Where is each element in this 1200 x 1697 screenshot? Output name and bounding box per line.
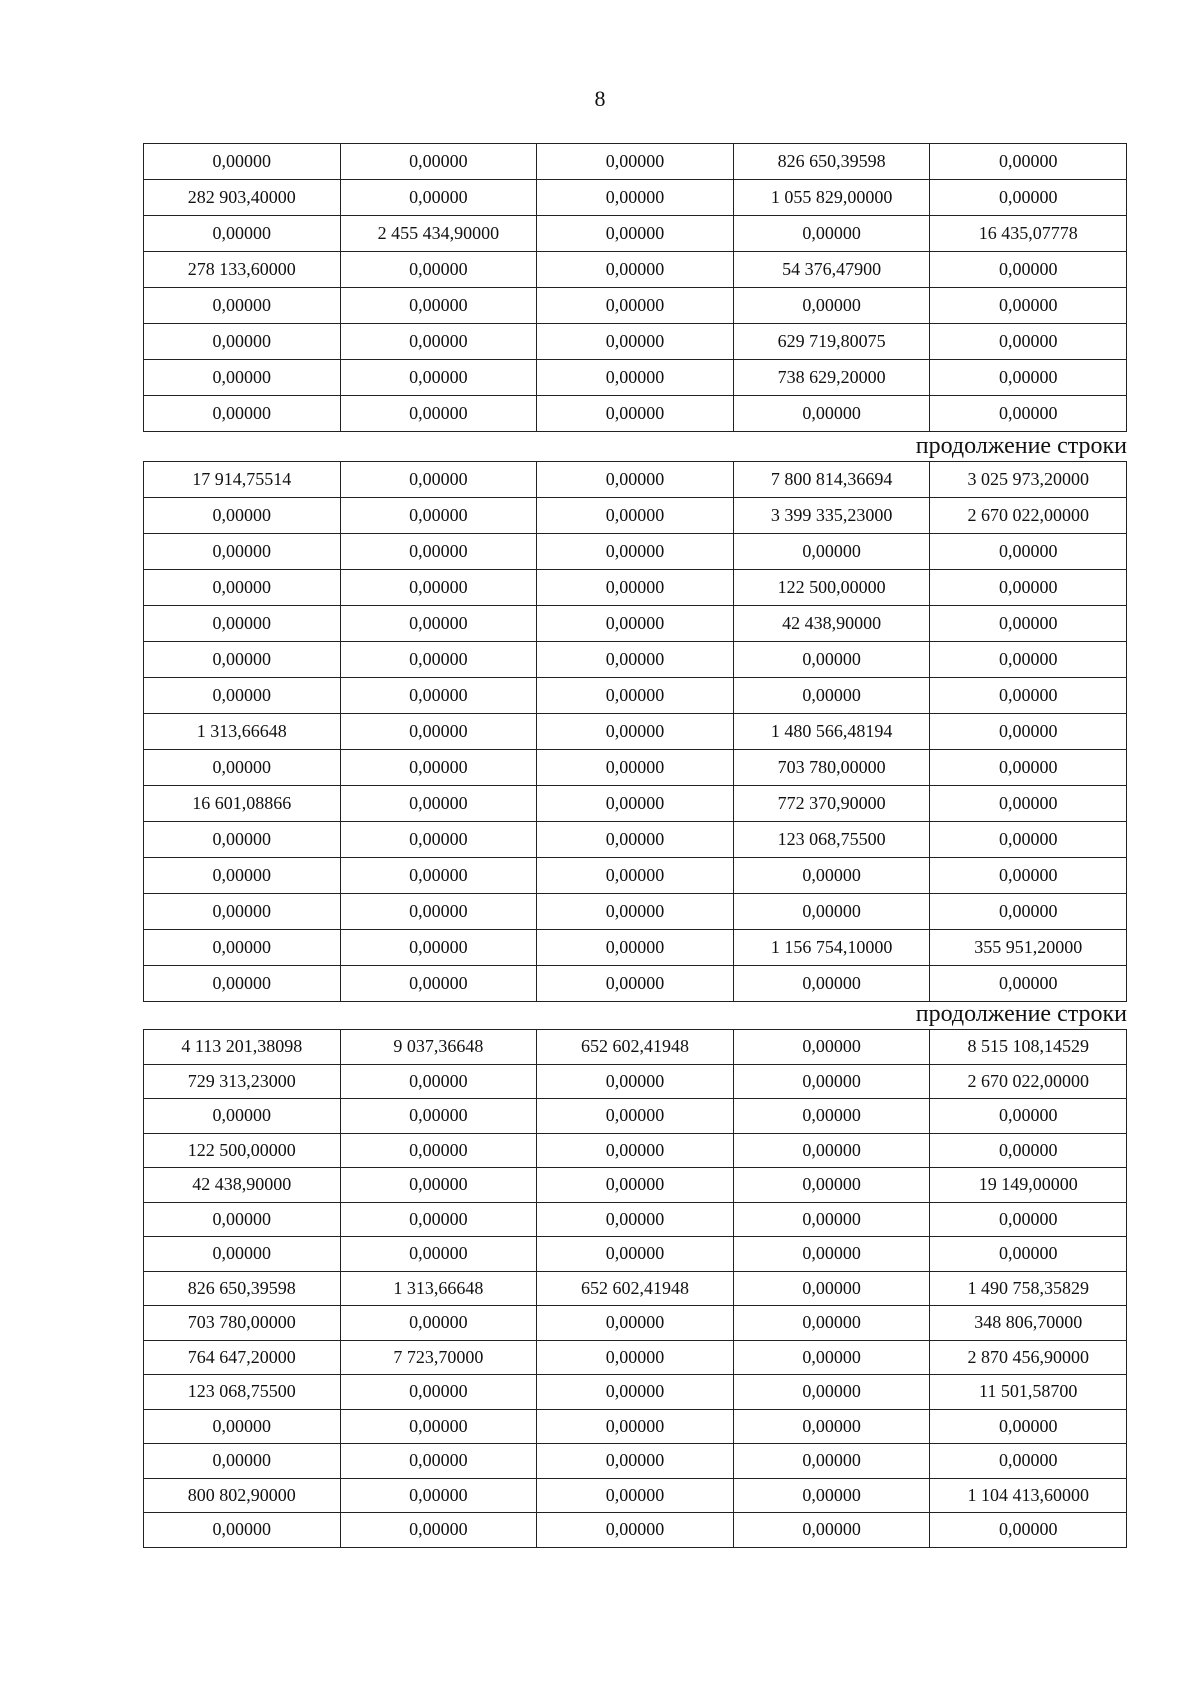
- table-cell: 4 113 201,38098: [144, 1030, 341, 1065]
- table-row: [144, 1133, 1127, 1168]
- table-cell: 703 780,00000: [144, 1306, 341, 1341]
- table-cell: 0,00000: [340, 1513, 537, 1548]
- table-cell: 0,00000: [144, 1409, 341, 1444]
- table-cell: 0,00000: [930, 1237, 1127, 1272]
- table-cell: 0,00000: [930, 642, 1127, 678]
- table-cell: 0,00000: [144, 570, 341, 606]
- table-row: [144, 1444, 1127, 1479]
- table-cell: 0,00000: [733, 1133, 930, 1168]
- table-cell: 0,00000: [537, 360, 734, 396]
- table-block-3: [143, 1029, 1127, 1548]
- table-row: [144, 1030, 1127, 1065]
- table-cell: 0,00000: [537, 930, 734, 966]
- table-cell: 0,00000: [144, 822, 341, 858]
- table-row: [144, 1478, 1127, 1513]
- table-cell: 0,00000: [930, 534, 1127, 570]
- table-cell: 282 903,40000: [144, 180, 341, 216]
- table-cell: 826 650,39598: [144, 1271, 341, 1306]
- table-cell: 0,00000: [144, 144, 341, 180]
- table-cell: 0,00000: [537, 1478, 734, 1513]
- table-cell: 122 500,00000: [733, 570, 930, 606]
- table-cell: 1 480 566,48194: [733, 714, 930, 750]
- table-cell: 826 650,39598: [733, 144, 930, 180]
- table-cell: 0,00000: [340, 858, 537, 894]
- table-row: [144, 1306, 1127, 1341]
- table-cell: 800 802,90000: [144, 1478, 341, 1513]
- table-cell: 0,00000: [537, 498, 734, 534]
- table-row: [144, 324, 1127, 360]
- table-row: [144, 1168, 1127, 1203]
- table-cell: 7 800 814,36694: [733, 462, 930, 498]
- table-cell: 0,00000: [537, 606, 734, 642]
- table-cell: 0,00000: [930, 678, 1127, 714]
- table-cell: 1 313,66648: [144, 714, 341, 750]
- table-cell: 0,00000: [537, 252, 734, 288]
- table-cell: 0,00000: [340, 1237, 537, 1272]
- table-cell: 0,00000: [340, 606, 537, 642]
- table-cell: 348 806,70000: [930, 1306, 1127, 1341]
- table-cell: 0,00000: [537, 1306, 734, 1341]
- table-cell: 0,00000: [340, 360, 537, 396]
- table-cell: 0,00000: [340, 396, 537, 432]
- table-cell: 0,00000: [733, 1340, 930, 1375]
- table-cell: 0,00000: [144, 534, 341, 570]
- table-cell: 3 025 973,20000: [930, 462, 1127, 498]
- table-cell: 0,00000: [340, 894, 537, 930]
- table-cell: 0,00000: [537, 750, 734, 786]
- table-cell: 0,00000: [537, 288, 734, 324]
- table-cell: 0,00000: [340, 1099, 537, 1134]
- table-cell: 0,00000: [733, 642, 930, 678]
- table-row: [144, 180, 1127, 216]
- table-row: [144, 360, 1127, 396]
- table-cell: 0,00000: [733, 1099, 930, 1134]
- table-row: [144, 570, 1127, 606]
- table-cell: 0,00000: [340, 1478, 537, 1513]
- table-cell: 278 133,60000: [144, 252, 341, 288]
- table-cell: 0,00000: [144, 750, 341, 786]
- table-cell: 0,00000: [930, 396, 1127, 432]
- table-cell: 0,00000: [144, 498, 341, 534]
- table-cell: 0,00000: [930, 360, 1127, 396]
- table-cell: 0,00000: [340, 966, 537, 1002]
- table-cell: 703 780,00000: [733, 750, 930, 786]
- table-cell: 0,00000: [537, 1168, 734, 1203]
- table-cell: 0,00000: [537, 786, 734, 822]
- table-cell: 0,00000: [340, 324, 537, 360]
- table-row: [144, 606, 1127, 642]
- table-cell: 0,00000: [733, 1030, 930, 1065]
- table-cell: 0,00000: [537, 570, 734, 606]
- table-cell: 0,00000: [537, 534, 734, 570]
- table-cell: 0,00000: [537, 894, 734, 930]
- table-cell: 0,00000: [144, 930, 341, 966]
- data-table-2: [143, 461, 1127, 1002]
- table-row: [144, 252, 1127, 288]
- table-cell: 0,00000: [930, 894, 1127, 930]
- table-cell: 0,00000: [733, 1237, 930, 1272]
- table-cell: 652 602,41948: [537, 1271, 734, 1306]
- table-cell: 0,00000: [340, 1133, 537, 1168]
- table-cell: 0,00000: [733, 678, 930, 714]
- table-cell: 0,00000: [733, 1202, 930, 1237]
- table-row: [144, 1237, 1127, 1272]
- table-cell: 0,00000: [930, 1513, 1127, 1548]
- table-cell: 0,00000: [930, 144, 1127, 180]
- table-cell: 11 501,58700: [930, 1375, 1127, 1410]
- table-cell: 0,00000: [930, 1133, 1127, 1168]
- table-cell: 0,00000: [930, 966, 1127, 1002]
- table-cell: 0,00000: [340, 1409, 537, 1444]
- table-cell: 0,00000: [537, 1064, 734, 1099]
- table-cell: 0,00000: [930, 324, 1127, 360]
- table-cell: 0,00000: [144, 678, 341, 714]
- table-row: [144, 642, 1127, 678]
- table-cell: 54 376,47900: [733, 252, 930, 288]
- table-cell: 0,00000: [144, 858, 341, 894]
- table-cell: 0,00000: [930, 858, 1127, 894]
- table-cell: 123 068,75500: [733, 822, 930, 858]
- table-cell: 0,00000: [144, 1099, 341, 1134]
- data-table-3: [143, 1029, 1127, 1548]
- table-cell: 0,00000: [537, 1409, 734, 1444]
- table-cell: 0,00000: [733, 1513, 930, 1548]
- table-cell: 0,00000: [537, 1202, 734, 1237]
- table-cell: 0,00000: [930, 180, 1127, 216]
- table-row: [144, 288, 1127, 324]
- table-cell: 0,00000: [340, 252, 537, 288]
- table-row: [144, 894, 1127, 930]
- table-cell: 0,00000: [733, 858, 930, 894]
- table-cell: 0,00000: [144, 1237, 341, 1272]
- table-cell: 0,00000: [537, 642, 734, 678]
- table-row: [144, 786, 1127, 822]
- table-cell: 122 500,00000: [144, 1133, 341, 1168]
- table-cell: 0,00000: [144, 396, 341, 432]
- table-cell: 1 313,66648: [340, 1271, 537, 1306]
- table-cell: 0,00000: [340, 534, 537, 570]
- table-cell: 42 438,90000: [733, 606, 930, 642]
- table-cell: 0,00000: [733, 1478, 930, 1513]
- table-row: [144, 858, 1127, 894]
- data-table-1: [143, 143, 1127, 432]
- table-cell: 1 055 829,00000: [733, 180, 930, 216]
- table-cell: 0,00000: [537, 714, 734, 750]
- table-cell: 0,00000: [340, 1064, 537, 1099]
- table-cell: 16 601,08866: [144, 786, 341, 822]
- table-cell: 0,00000: [537, 1099, 734, 1134]
- table-cell: 0,00000: [144, 966, 341, 1002]
- table-cell: 1 104 413,60000: [930, 1478, 1127, 1513]
- table-cell: 0,00000: [930, 1099, 1127, 1134]
- table-cell: 355 951,20000: [930, 930, 1127, 966]
- table-cell: 0,00000: [537, 1444, 734, 1479]
- table-row: [144, 1271, 1127, 1306]
- table-cell: 7 723,70000: [340, 1340, 537, 1375]
- table-cell: 0,00000: [733, 1064, 930, 1099]
- table-row: [144, 144, 1127, 180]
- table-cell: 729 313,23000: [144, 1064, 341, 1099]
- table-cell: 0,00000: [930, 1444, 1127, 1479]
- table-cell: 3 399 335,23000: [733, 498, 930, 534]
- table-cell: 772 370,90000: [733, 786, 930, 822]
- table-cell: 2 670 022,00000: [930, 498, 1127, 534]
- table-cell: 0,00000: [144, 894, 341, 930]
- table-cell: 19 149,00000: [930, 1168, 1127, 1203]
- table-cell: 0,00000: [340, 678, 537, 714]
- table-cell: 0,00000: [537, 1513, 734, 1548]
- table-cell: 0,00000: [340, 180, 537, 216]
- table-cell: 0,00000: [930, 1409, 1127, 1444]
- table-cell: 0,00000: [340, 1444, 537, 1479]
- table-cell: 0,00000: [733, 288, 930, 324]
- table-row: [144, 534, 1127, 570]
- table-cell: 0,00000: [144, 216, 341, 252]
- table-cell: 0,00000: [144, 1202, 341, 1237]
- table-cell: 0,00000: [930, 714, 1127, 750]
- table-cell: 0,00000: [930, 822, 1127, 858]
- table-cell: 0,00000: [340, 288, 537, 324]
- table-row: [144, 1409, 1127, 1444]
- table-cell: 0,00000: [930, 1202, 1127, 1237]
- table-cell: 0,00000: [930, 288, 1127, 324]
- table-row: [144, 1202, 1127, 1237]
- table-cell: 0,00000: [537, 324, 734, 360]
- table-cell: 0,00000: [537, 966, 734, 1002]
- table-cell: 0,00000: [733, 216, 930, 252]
- table-cell: 0,00000: [733, 534, 930, 570]
- table-cell: 0,00000: [340, 786, 537, 822]
- table-cell: 2 870 456,90000: [930, 1340, 1127, 1375]
- table-cell: 123 068,75500: [144, 1375, 341, 1410]
- table-cell: 0,00000: [733, 1168, 930, 1203]
- table-cell: 0,00000: [340, 714, 537, 750]
- table-cell: 0,00000: [144, 288, 341, 324]
- table-cell: 0,00000: [340, 930, 537, 966]
- table-cell: 0,00000: [733, 966, 930, 1002]
- table-cell: 0,00000: [144, 642, 341, 678]
- table-cell: 17 914,75514: [144, 462, 341, 498]
- table-cell: 8 515 108,14529: [930, 1030, 1127, 1065]
- table-cell: 0,00000: [340, 570, 537, 606]
- table-cell: 0,00000: [930, 252, 1127, 288]
- table-cell: 0,00000: [930, 750, 1127, 786]
- table-cell: 0,00000: [340, 462, 537, 498]
- table-row: [144, 1375, 1127, 1410]
- table-cell: 1 490 758,35829: [930, 1271, 1127, 1306]
- table-cell: 0,00000: [340, 822, 537, 858]
- table-cell: 0,00000: [340, 642, 537, 678]
- table-cell: 764 647,20000: [144, 1340, 341, 1375]
- table-cell: 0,00000: [537, 216, 734, 252]
- table-cell: 0,00000: [537, 396, 734, 432]
- table-cell: 1 156 754,10000: [733, 930, 930, 966]
- table-row: [144, 714, 1127, 750]
- table-cell: 0,00000: [733, 1306, 930, 1341]
- table-cell: 629 719,80075: [733, 324, 930, 360]
- table-cell: 0,00000: [537, 180, 734, 216]
- table-cell: 0,00000: [733, 1409, 930, 1444]
- table-cell: 2 455 434,90000: [340, 216, 537, 252]
- table-block-1: [143, 143, 1127, 432]
- table-row: [144, 822, 1127, 858]
- table-cell: 0,00000: [537, 822, 734, 858]
- table-row: [144, 930, 1127, 966]
- continuation-label: продолжение строки: [915, 433, 1127, 459]
- table-cell: 0,00000: [537, 1340, 734, 1375]
- table-cell: 0,00000: [144, 360, 341, 396]
- table-row: [144, 678, 1127, 714]
- continuation-label: продолжение строки: [915, 1001, 1127, 1027]
- table-cell: 0,00000: [144, 324, 341, 360]
- table-cell: 0,00000: [733, 1444, 930, 1479]
- table-cell: 0,00000: [537, 1375, 734, 1410]
- table-cell: 0,00000: [144, 1444, 341, 1479]
- table-row: [144, 1064, 1127, 1099]
- table-cell: 0,00000: [340, 144, 537, 180]
- table-cell: 0,00000: [537, 462, 734, 498]
- table-cell: 0,00000: [733, 1271, 930, 1306]
- table-cell: 0,00000: [144, 1513, 341, 1548]
- table-cell: 0,00000: [340, 1375, 537, 1410]
- table-row: [144, 1099, 1127, 1134]
- table-cell: 0,00000: [930, 606, 1127, 642]
- table-row: [144, 750, 1127, 786]
- table-cell: 0,00000: [733, 1375, 930, 1410]
- table-cell: 0,00000: [733, 396, 930, 432]
- table-cell: 16 435,07778: [930, 216, 1127, 252]
- table-cell: 0,00000: [340, 498, 537, 534]
- table-row: [144, 966, 1127, 1002]
- table-cell: 9 037,36648: [340, 1030, 537, 1065]
- table-cell: 0,00000: [340, 750, 537, 786]
- table-row: [144, 216, 1127, 252]
- table-row: [144, 396, 1127, 432]
- table-block-2: [143, 461, 1127, 1002]
- table-cell: 0,00000: [144, 606, 341, 642]
- table-cell: 0,00000: [340, 1202, 537, 1237]
- table-cell: 738 629,20000: [733, 360, 930, 396]
- table-cell: 652 602,41948: [537, 1030, 734, 1065]
- table-row: [144, 1513, 1127, 1548]
- table-cell: 0,00000: [537, 1237, 734, 1272]
- table-row: [144, 1340, 1127, 1375]
- page-number: 8: [594, 86, 606, 111]
- table-cell: 42 438,90000: [144, 1168, 341, 1203]
- table-cell: 0,00000: [340, 1306, 537, 1341]
- table-cell: 0,00000: [537, 858, 734, 894]
- table-cell: 0,00000: [537, 1133, 734, 1168]
- table-cell: 0,00000: [537, 144, 734, 180]
- table-cell: 0,00000: [930, 570, 1127, 606]
- table-cell: 0,00000: [537, 678, 734, 714]
- table-cell: 0,00000: [340, 1168, 537, 1203]
- table-row: [144, 462, 1127, 498]
- table-row: [144, 498, 1127, 534]
- table-cell: 0,00000: [733, 894, 930, 930]
- table-cell: 2 670 022,00000: [930, 1064, 1127, 1099]
- table-cell: 0,00000: [930, 786, 1127, 822]
